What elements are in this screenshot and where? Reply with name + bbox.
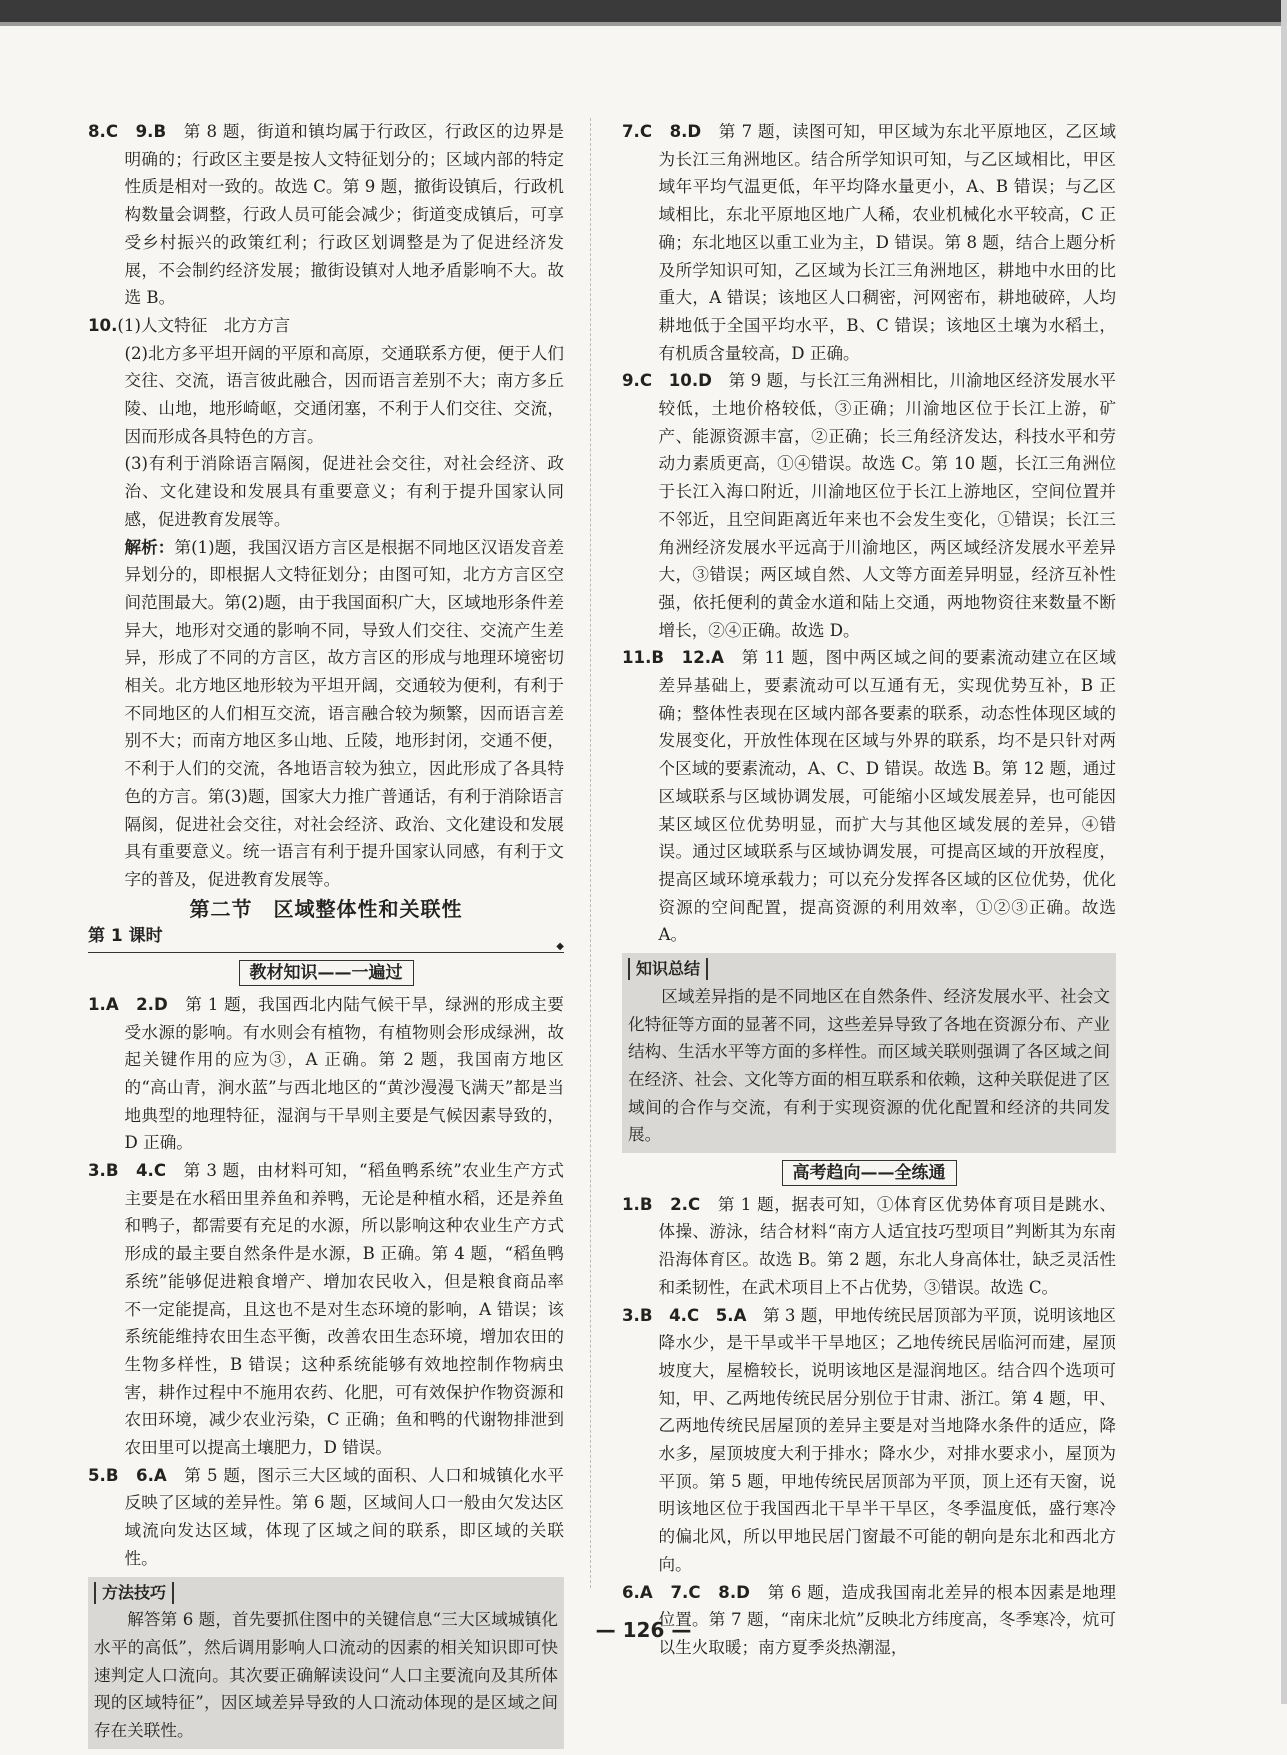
answer-label: 11.B 12.A: [622, 648, 724, 668]
exam-answer-1-2: [622, 1191, 1116, 1302]
box-heading-text: 高考趋向——全练通: [782, 1160, 957, 1186]
explanation-text: 第(1)题，我国汉语方言区是根据不同地区汉语发音差异划分的，即根据人文特征划分；由图可知，北方方言区空间范围最大。第(2)题，由于我国面积广大，区域地形条件差异大，地形对交通的影响不同，导致人们交往、交流产生差异，形成了不同的方言区，故方言区的形成与地理环境密切相关。北方地区地形较为平坦开阔，交通较为便利，有利于不同地区的人们相互交流，语言融合较为频繁，因而语言差别不大；而南方地区多山地、丘陵，地形封闭，交通不便，不利于人们的交流，各地语言较为独立，因此形成了各具特色的方言。第(3)题，国家大力推广普通话，有利于消除语言隔阂，促进社会交往，对社会经济、政治、文化建设和发展具有重要意义。统一语言有利于提升国家认同感，有利于文字的普及，促进教育发展等。: [124, 537, 564, 889]
tip-text: 解答第 6 题，首先要抓住图中的关键信息“三大区域城镇化水平的高低”，然后调用影响人口流动的因素的相关知识即可快速判定人口流向。其次要正确解读设问“人口主要流向及其所体现的区域特征”，因区域差异导致的人口流动体现的是区域之间存在关联性。: [94, 1610, 558, 1741]
answer-text: 第 1 题，据表可知，①体育区优势体育项目是跳水、体操、游泳，结合材料“南方人适宜技巧型项目”判断其为东南沿海体育区。故选 B。第 2 题，东北人身高体壮，缺乏灵活性和柔韧性，在武术项目上不占优势，③错误。故选 C。: [658, 1194, 1116, 1297]
explanation-label: 解析：: [124, 536, 175, 557]
answer-label: 1.B 2.C: [622, 1194, 701, 1214]
answer-part-2: (2)北方多平坦开阔的平原和高原，交通联系方便，便于人们交往、交流，语言彼此融合，因而语言差别不大；南方多丘陵、山地，地形崎岖，交通闭塞，不利于人们交往、交流，因而形成各具特色的方言。: [124, 343, 564, 446]
answer-text: 第 3 题，由材料可知，“稻鱼鸭系统”农业生产方式主要是在水稻田里养鱼和养鸭，无论是种植水稻，还是养鱼和鸭子，都需要有充足的水源，所以影响这种农业生产方式形成的最主要自然条件是水源，B 正确。第 4 题，“稻鱼鸭系统”能够促进粮食增产、增加农民收入，但是粮食商品率不一定能提高，且这也不是对生态环境的影响，A 错误；该系统能维持农田生态平衡，改善农田生态环境，增加农田的生物多样性，B 错误；这种系统能够有效地控制作物病虫害，耕作过程中不施用农药、化肥，可有效保护作物资源和农田环境，减少农业污染，C 正确；鱼和鸭的代谢物排泄到农田里可以提高土壤肥力，D 错误。: [124, 1161, 565, 1458]
answer-5-6: [88, 1462, 564, 1573]
scan-top-bar: [0, 0, 1287, 22]
tip-label: 方法技巧: [94, 1582, 174, 1604]
answer-text: 第 11 题，图中两区域之间的要素流动建立在区域差异基础上，要素流动可以互通有无，实现优势互补，B 正确；整体性表现在区域内部各要素的联系，动态性体现区域的发展变化，开放性体现在区域与外界的联系，均不是只针对两个区域的要素流动，A、C、D 错误。故选 B。第 12 题，通过区域联系与区域协调发展，可能缩小区域发展差异，也可能因某区域区位优势明显，而扩大与其他区域发展的差异，④错误。通过区域联系与区域协调发展，可提高区域的开放程度，提高区域环境承载力；可以充分发挥各区域的区位优势，优化资源的空间配置，提高资源的利用效率，①②③正确。故选 A。: [658, 648, 1116, 945]
lesson-title: 第 1 课时 ◆: [88, 923, 564, 953]
knowledge-summary-box: [622, 953, 1116, 1153]
box-heading-text: 教材知识——一遍过: [239, 960, 414, 986]
box-heading-exam: [622, 1159, 1116, 1187]
answer-label: 10.: [88, 315, 118, 335]
scan-right-edge: [1281, 0, 1287, 1704]
right-column: [622, 118, 1116, 1662]
answer-label: 5.B 6.A: [88, 1465, 167, 1485]
answer-label: 7.C 8.D: [622, 122, 702, 141]
answer-text: 第 3 题，甲地传统民居顶部为平顶，说明该地区降水少，是干旱或半干旱地区；乙地传统民居临河而建，屋顶坡度大，屋檐较长，说明该地区是湿润地区。结合四个选项可知，甲、乙两地传统民居分别位于甘肃、浙江。第 4 题，甲、乙两地传统民居屋顶的差异主要是对当地降水条件的适应，降水多，屋顶坡度大利于排水；降水少，对排水要求小，屋顶为平顶。第 5 题，甲地传统民居顶部为平顶，顶上还有天窗，说明该地区位于我国西北干旱半干旱区，冬季温度低，盛行寒冷的偏北风，所以甲地民居门窗最不可能的朝向是东北和西北方向。: [658, 1305, 1117, 1574]
answer-10: [88, 312, 564, 340]
tip-text: 区域差异指的是不同地区在自然条件、经济发展水平、社会文化特征等方面的显著不同，这些差异导致了各地在资源分布、产业结构、生活水平等方面的多样性。而区域关联则强调了各区域之间在经济、社会、文化等方面的相互联系和依赖，这种关联促进了区域间的合作与交流，有利于实现资源的优化配置和经济的共同发展。: [628, 986, 1110, 1145]
section-title: 第二节 区域整体性和关联性: [189, 896, 463, 921]
answer-label: 3.B 4.C 5.A: [622, 1305, 747, 1325]
answer-3-4: [88, 1157, 564, 1462]
page-number: — 126 —: [595, 1618, 692, 1642]
tip-label: 知识总结: [628, 958, 708, 980]
method-tip-box: [88, 1577, 564, 1749]
answer-label: 6.A 7.C 8.D: [622, 1582, 750, 1602]
exam-answer-3-5: [622, 1302, 1116, 1579]
scan-top-edge: [0, 22, 1287, 26]
answer-label: 8.C 9.B: [88, 122, 167, 141]
answer-9-10: [622, 367, 1116, 644]
column-divider: [590, 118, 591, 1588]
box-heading-textbook: [88, 959, 564, 987]
explanation: [88, 534, 564, 894]
answer-part-1: (1)人文特征 北方方言: [117, 315, 291, 335]
answer-11-12: [622, 644, 1116, 949]
answer-label: 3.B 4.C: [88, 1161, 167, 1181]
left-column: [88, 118, 564, 1755]
answer-1-2: [88, 991, 564, 1157]
answer-8-9: [88, 118, 564, 312]
answer-part-3: (3)有利于消除语言隔阂，促进社会交往，对社会经济、政治、文化建设和发展具有重要意义；有利于提升国家认同感，促进教育发展等。: [124, 454, 564, 529]
answer-text: 第 1 题，我国西北内陆气候干旱，绿洲的形成主要受水源的影响。有水则会有植物，有植物则会形成绿洲，故起关键作用的应为③，A 正确。第 2 题，我国南方地区的“高山青，涧水蓝”与西北地区的“黄沙漫漫飞满天”都是当地典型的地理特征，湿润与干旱则主要是气候因素导致的，D 正确。: [124, 994, 564, 1153]
answer-text: 第 5 题，图示三大区域的面积、人口和城镇化水平反映了区域的差异性。第 6 题，区域间人口一般由欠发达区域流向发达区域，体现了区域之间的联系，即区域的关联性。: [124, 1465, 565, 1568]
answer-text: 第 9 题，与长江三角洲相比，川渝地区经济发展水平较低，土地价格较低，③正确；川渝地区位于长江上游，矿产、能源资源丰富，②正确；长三角经济发达，科技水平和劳动力素质更高，①④错误。故选 C。第 10 题，长江三角洲位于长江入海口附近，川渝地区位于长江上游地区，空间位置并不邻近，且空间距离近年来也不会发生变化，①错误；长江三角洲经济发展水平远高于川渝地区，两区域经济发展水平差异大，③错误；两区域自然、人文等方面差异明显，经济互补性强，依托便利的黄金水道和陆上交通，两地物资往来数量不断增长，②④正确。故选 D。: [658, 371, 1117, 640]
answer-text: 第 8 题，街道和镇均属于行政区，行政区的边界是明确的；行政区主要是按人文特征划分的；区域内部的特定性质是相对一致的。故选 C。第 9 题，撤街设镇后，行政机构数量会调整，行政人员可能会减少；街道变成镇后，可享受乡村振兴的政策红利；行政区划调整是为了促进经济发展，不会制约经济发展；撤街设镇对人地矛盾影响不大。故选 B。: [124, 122, 565, 308]
answer-label: 9.C 10.D: [622, 371, 712, 391]
answer-text: 第 7 题，读图可知，甲区域为东北平原地区，乙区域为长江三角洲地区。结合所学知识可知，与乙区域相比，甲区域年平均气温更低，年平均降水量更小，A、B 错误；与乙区域相比，东北平原地区地广人稀，农业机械化水平较高，C 正确；东北地区以重工业为主，D 错误。第 8 题，结合上题分析及所学知识可知，乙区域为长江三角洲地区，耕地中水田的比重大，A 错误；该地区人口稠密，河网密布，耕地破碎，人均耕地低于全国平均水平，B、C 错误；该地区土壤为水稻土，有机质含量较高，D 正确。: [658, 122, 1117, 363]
answer-7-8: [622, 118, 1116, 367]
answer-label: 1.A 2.D: [88, 994, 168, 1014]
answer-text: 第 6 题，造成我国南北差异的根本因素是地理位置。第 7 题，“南床北炕”反映北方纬度高，冬季寒冷，炕可以生火取暖；南方夏季炎热潮湿，: [658, 1582, 1117, 1657]
